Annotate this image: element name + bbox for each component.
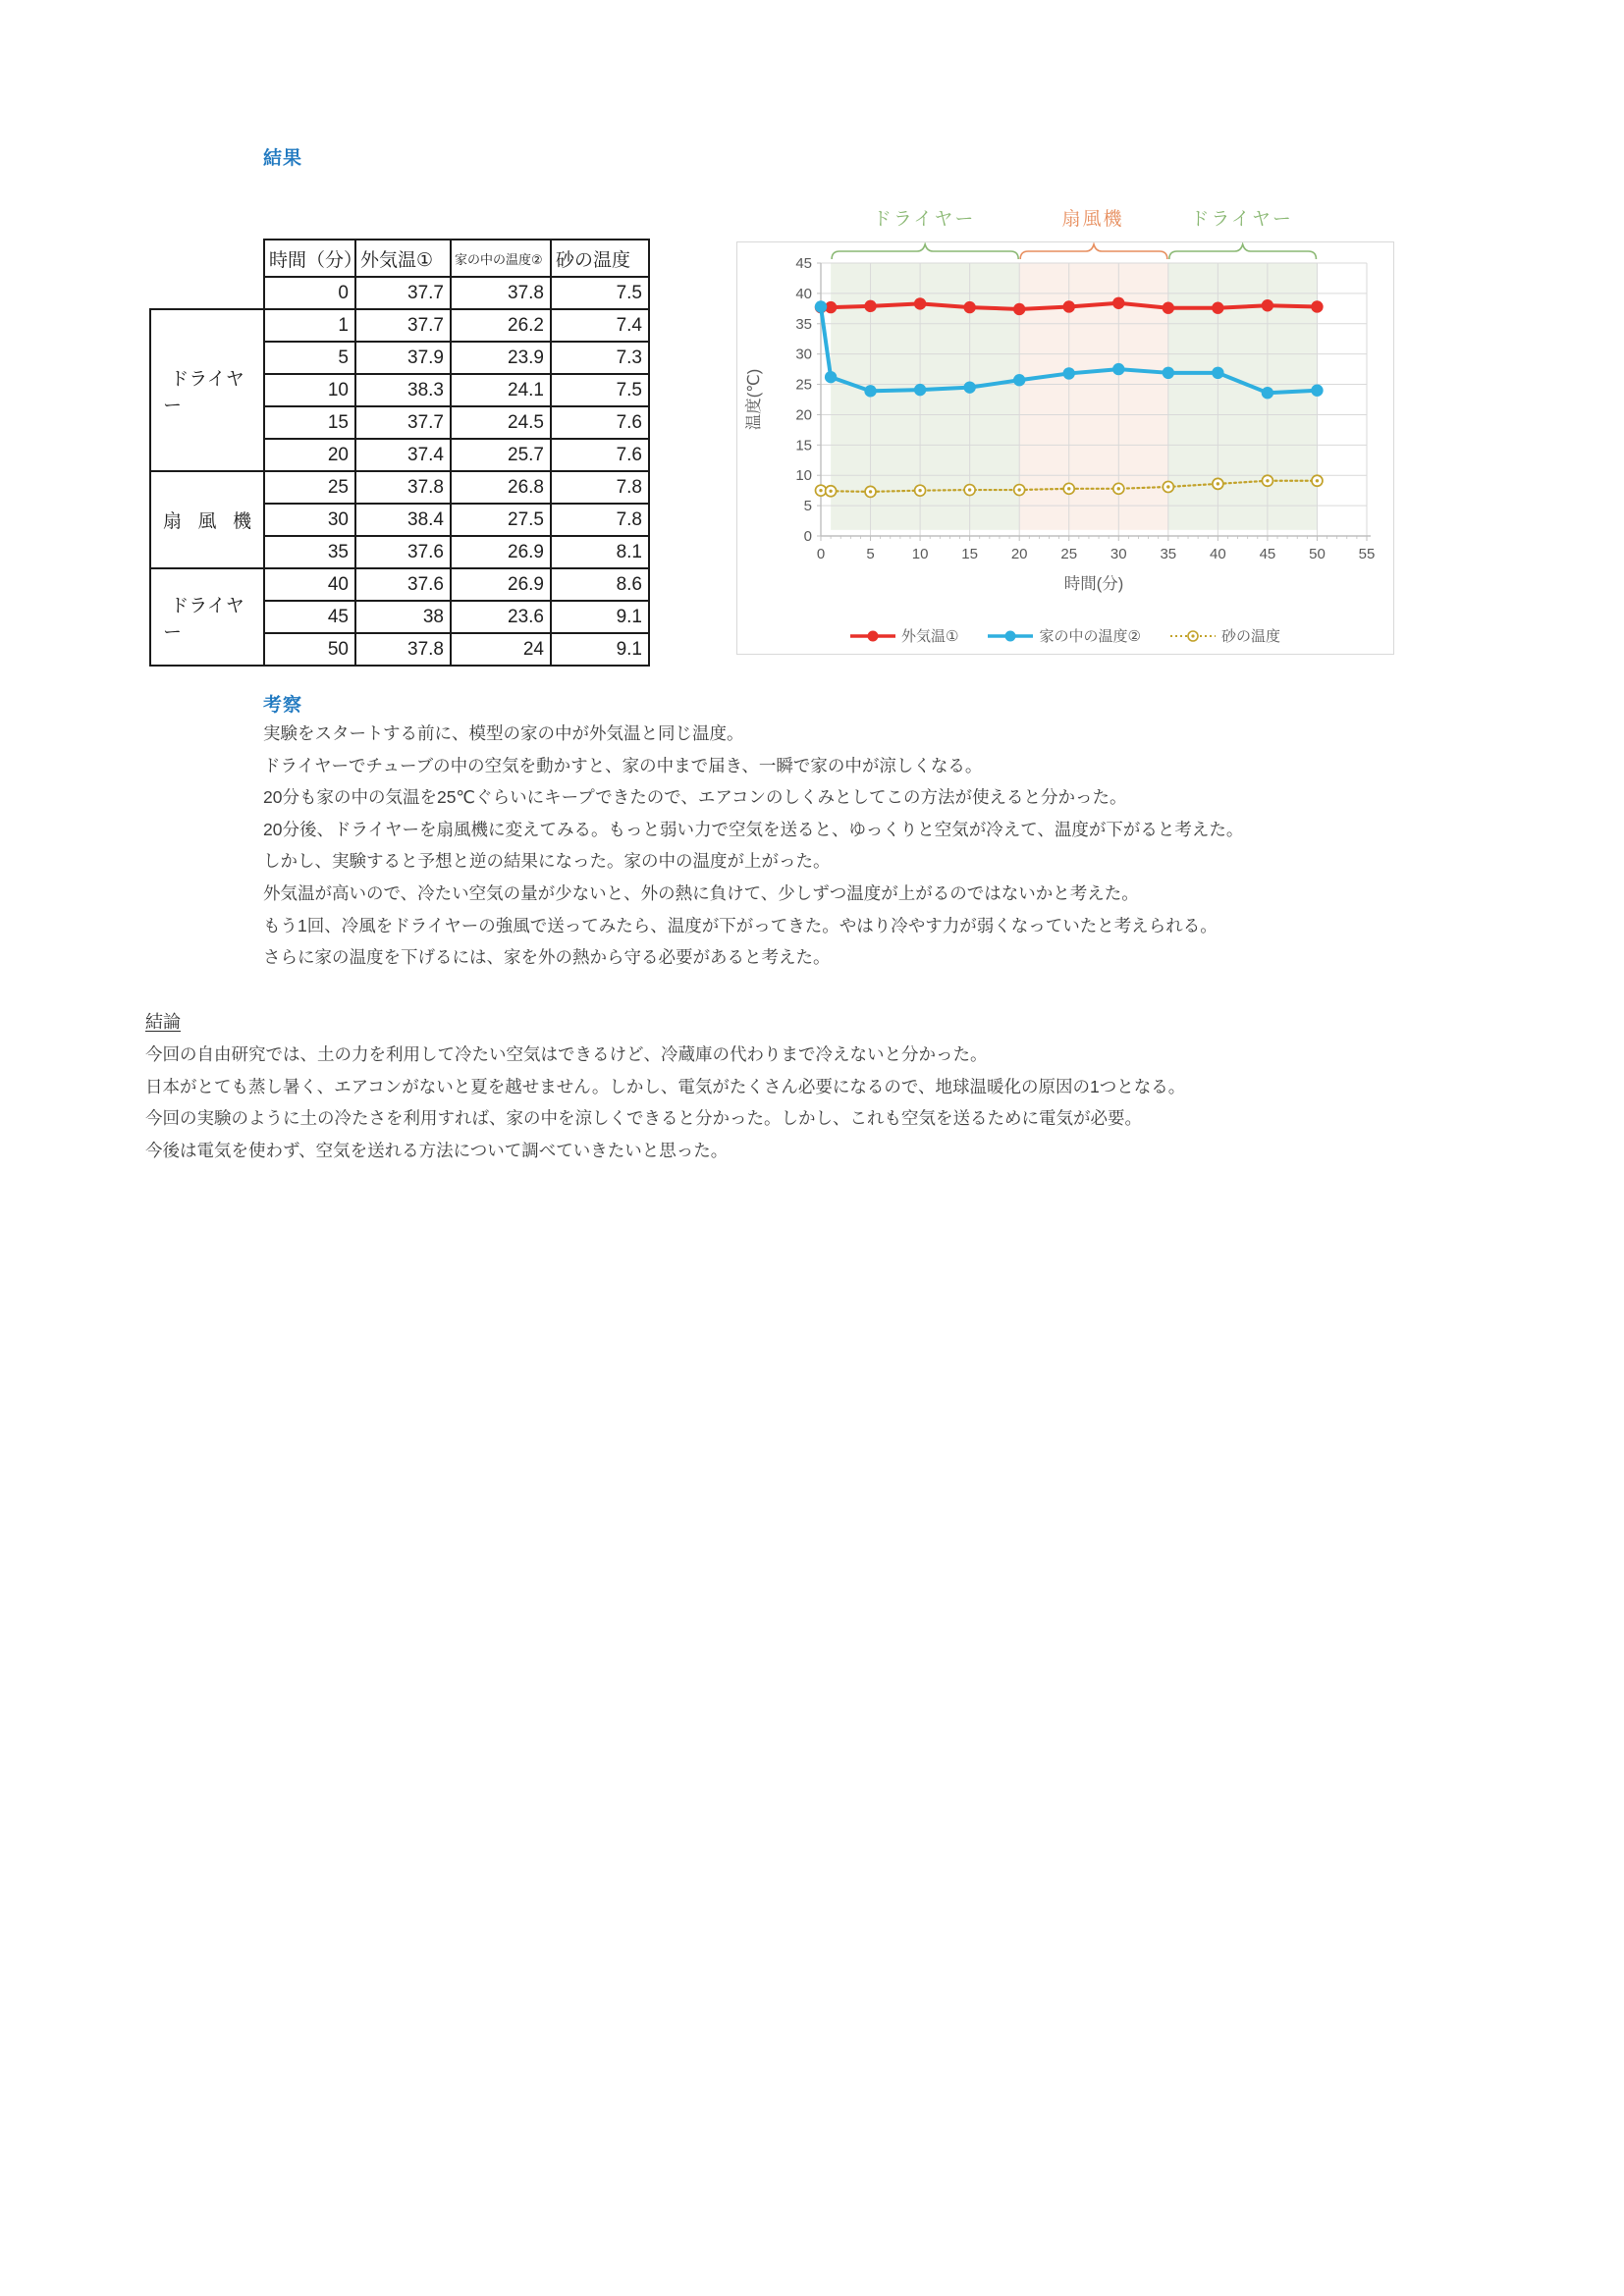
- table-value-cell: 37.7: [355, 309, 451, 342]
- legend-swatch: [988, 629, 1033, 643]
- table-value-cell: 9.1: [551, 601, 649, 633]
- y-tick-label: 15: [795, 437, 812, 454]
- device-group-label: ドライヤー: [163, 368, 244, 416]
- table-value-cell: 20: [264, 439, 355, 471]
- table-value-cell: 37.6: [355, 536, 451, 568]
- table-value-cell: 23.9: [451, 342, 551, 374]
- data-point-dot: [1166, 485, 1169, 488]
- data-point: [963, 381, 975, 393]
- table-value-cell: 23.6: [451, 601, 551, 633]
- data-point-dot: [968, 488, 971, 491]
- phase-brace: [832, 244, 1018, 259]
- table-value-cell: 37.8: [451, 277, 551, 309]
- phase-label: ドライヤー: [872, 209, 976, 230]
- data-point-dot: [829, 490, 832, 493]
- data-point-dot: [918, 489, 921, 492]
- data-point-dot: [1067, 487, 1070, 490]
- data-point-dot: [1217, 482, 1219, 485]
- column-header: 砂の温度: [551, 240, 649, 277]
- data-point: [1311, 300, 1323, 312]
- table-value-cell: 25: [264, 471, 355, 504]
- y-tick-label: 30: [795, 346, 812, 363]
- x-tick-label: 20: [1010, 546, 1028, 562]
- column-header: 時間（分）: [264, 240, 355, 277]
- column-header: 外気温①: [355, 240, 451, 277]
- table-blank-cell: [150, 240, 264, 277]
- y-tick-label: 45: [795, 255, 812, 272]
- table-value-cell: 35: [264, 536, 355, 568]
- table-value-cell: 26.9: [451, 536, 551, 568]
- results-table: [149, 239, 650, 667]
- table-value-cell: 45: [264, 601, 355, 633]
- temperature-chart: [736, 201, 1394, 655]
- data-point: [1063, 300, 1075, 312]
- data-point: [1112, 363, 1124, 375]
- x-tick-label: 10: [911, 546, 929, 562]
- table-row: [150, 471, 649, 504]
- legend-item: [988, 625, 1140, 646]
- phase-brace: [1169, 244, 1317, 259]
- discussion-line: しかし、実験すると予想と逆の結果になった。家の中の温度が上がった。: [263, 851, 831, 872]
- table-value-cell: 24.5: [451, 406, 551, 439]
- table-value-cell: 7.5: [551, 277, 649, 309]
- x-axis-title: 時間(分): [1063, 575, 1124, 593]
- device-group-cell: [150, 471, 264, 568]
- table-value-cell: 7.6: [551, 439, 649, 471]
- conclusion-line: 今回の実験のように土の冷たさを利用すれば、家の中を涼しくできると分かった。しかし、これも空気を送るために電気が必要。: [145, 1108, 1142, 1129]
- table-value-cell: 40: [264, 568, 355, 601]
- table-value-cell: 30: [264, 504, 355, 536]
- table-value-cell: 24: [451, 633, 551, 666]
- x-tick-label: 45: [1259, 546, 1276, 562]
- chart-plot-area: [736, 241, 1394, 655]
- x-tick-label: 30: [1110, 546, 1127, 562]
- device-group-cell: [150, 309, 264, 471]
- table-value-cell: 5: [264, 342, 355, 374]
- table-value-cell: 7.5: [551, 374, 649, 406]
- legend-item: [1170, 625, 1280, 646]
- discussion-heading: 考察: [263, 695, 303, 716]
- x-tick-label: 15: [961, 546, 978, 562]
- phase-label: 扇風機: [1061, 209, 1124, 230]
- phase-brace: [1020, 244, 1167, 259]
- data-point-dot: [1316, 479, 1319, 482]
- data-point-dot: [1117, 487, 1120, 490]
- table-value-cell: 8.1: [551, 536, 649, 568]
- data-point-dot: [1017, 488, 1020, 491]
- table-value-cell: 26.8: [451, 471, 551, 504]
- table-blank-cell: [150, 277, 264, 309]
- table-value-cell: 24.1: [451, 374, 551, 406]
- results-heading: 結果: [263, 148, 303, 169]
- data-point: [1163, 302, 1174, 314]
- table-row: [150, 568, 649, 601]
- discussion-line: 外気温が高いので、冷たい空気の量が少ないと、外の熱に負けて、少しずつ温度が上がるのではないかと考えた。: [263, 882, 1139, 903]
- conclusion-text: [145, 1039, 1185, 1166]
- table-value-cell: 10: [264, 374, 355, 406]
- table-value-cell: 37.4: [355, 439, 451, 471]
- y-tick-label: 0: [803, 528, 812, 545]
- table-value-cell: 7.6: [551, 406, 649, 439]
- x-tick-label: 35: [1160, 546, 1177, 562]
- data-point: [864, 300, 876, 312]
- discussion-line: もう1回、冷風をドライヤーの強風で送ってみたら、温度が下がってきた。やはり冷やす力が弱くなっていたと考えられる。: [263, 915, 1218, 935]
- legend-swatch: [850, 629, 895, 643]
- table-value-cell: 7.8: [551, 471, 649, 504]
- legend-label: 砂の温度: [1220, 628, 1280, 645]
- column-header: 家の中の温度②: [451, 240, 551, 277]
- y-tick-label: 35: [795, 315, 812, 333]
- table-value-cell: 37.7: [355, 277, 451, 309]
- data-point: [1212, 302, 1223, 314]
- phase-label: ドライヤー: [1190, 209, 1293, 230]
- table-value-cell: 7.8: [551, 504, 649, 536]
- table-value-cell: 9.1: [551, 633, 649, 666]
- data-point: [963, 301, 975, 313]
- table-value-cell: 38: [355, 601, 451, 633]
- y-axis-title: 温度(℃): [745, 368, 763, 431]
- data-point: [1262, 299, 1273, 311]
- legend-swatch: [1170, 629, 1216, 643]
- data-point: [825, 371, 837, 383]
- x-tick-label: 0: [816, 546, 826, 562]
- discussion-line: 実験をスタートする前に、模型の家の中が外気温と同じ温度。: [263, 723, 744, 743]
- discussion-line: 20分後、ドライヤーを扇風機に変えてみる。もっと弱い力で空気を送ると、ゆっくりと空気が冷えて、温度が下がると考えた。: [263, 819, 1244, 839]
- table-value-cell: 25.7: [451, 439, 551, 471]
- data-point: [1212, 367, 1223, 379]
- table-value-cell: 0: [264, 277, 355, 309]
- discussion-line: ドライヤーでチューブの中の空気を動かすと、家の中まで届き、一瞬で家の中が涼しくなる。: [263, 755, 983, 775]
- data-point: [1063, 367, 1075, 379]
- temperature-line-chart-svg: [737, 242, 1393, 654]
- data-point: [864, 385, 876, 397]
- discussion-text: [263, 718, 1243, 974]
- device-group-cell: [150, 568, 264, 666]
- y-tick-label: 5: [803, 498, 812, 515]
- table-value-cell: 27.5: [451, 504, 551, 536]
- table-value-cell: 38.3: [355, 374, 451, 406]
- table-value-cell: 26.2: [451, 309, 551, 342]
- conclusion-line: 日本がとても蒸し暑く、エアコンがないと夏を越せません。しかし、電気がたくさん必要になるので、地球温暖化の原因の1つとなる。: [145, 1076, 1186, 1096]
- legend-item: [850, 625, 958, 646]
- table-value-cell: 7.4: [551, 309, 649, 342]
- table-row: [150, 277, 649, 309]
- table-value-cell: 7.3: [551, 342, 649, 374]
- table-header-row: [150, 240, 649, 277]
- y-tick-label: 10: [795, 467, 812, 485]
- conclusion-line: 今後は電気を使わず、空気を送れる方法について調べていきたいと思った。: [145, 1140, 729, 1160]
- discussion-line: 20分も家の中の気温を25℃ぐらいにキープできたので、エアコンのしくみとしてこの方法が使えると分かった。: [263, 787, 1127, 808]
- table-value-cell: 37.8: [355, 471, 451, 504]
- y-tick-label: 40: [795, 285, 812, 302]
- data-point: [914, 297, 926, 309]
- legend-label: 外気温①: [901, 628, 959, 645]
- data-point-dot: [819, 489, 822, 492]
- legend-label: 家の中の温度②: [1039, 628, 1141, 645]
- data-point-dot: [1266, 479, 1269, 482]
- data-point-dot: [869, 490, 872, 493]
- x-tick-label: 5: [866, 546, 875, 562]
- table-value-cell: 37.6: [355, 568, 451, 601]
- data-point: [1013, 374, 1025, 386]
- table-value-cell: 1: [264, 309, 355, 342]
- data-point: [1112, 297, 1124, 309]
- device-group-label: 扇風機: [163, 511, 251, 532]
- table-value-cell: 37.7: [355, 406, 451, 439]
- phase-region: [1168, 263, 1318, 530]
- data-point: [914, 384, 926, 396]
- x-tick-label: 25: [1060, 546, 1078, 562]
- y-tick-label: 25: [795, 376, 812, 394]
- table-value-cell: 50: [264, 633, 355, 666]
- device-group-label: ドライヤー: [163, 595, 244, 643]
- x-tick-label: 55: [1358, 546, 1376, 562]
- discussion-line: さらに家の温度を下げるには、家を外の熱から守る必要があると考えた。: [263, 947, 831, 968]
- conclusion-line: 今回の自由研究では、土の力を利用して冷たい空気はできるけど、冷蔵庫の代わりまで冷えないと分かった。: [145, 1044, 988, 1064]
- table-value-cell: 8.6: [551, 568, 649, 601]
- data-point: [1262, 387, 1273, 399]
- data-point: [1163, 367, 1174, 379]
- table-value-cell: 15: [264, 406, 355, 439]
- data-point: [815, 300, 827, 312]
- table-value-cell: 37.8: [355, 633, 451, 666]
- table-value-cell: 38.4: [355, 504, 451, 536]
- data-point: [1013, 303, 1025, 315]
- conclusion-heading: 結論: [145, 1012, 181, 1032]
- table-row: [150, 309, 649, 342]
- x-tick-label: 40: [1210, 546, 1226, 562]
- y-tick-label: 20: [795, 406, 812, 424]
- data-point: [1311, 385, 1323, 397]
- table-value-cell: 26.9: [451, 568, 551, 601]
- x-tick-label: 50: [1309, 546, 1326, 562]
- chart-legend: [737, 625, 1393, 646]
- table-value-cell: 37.9: [355, 342, 451, 374]
